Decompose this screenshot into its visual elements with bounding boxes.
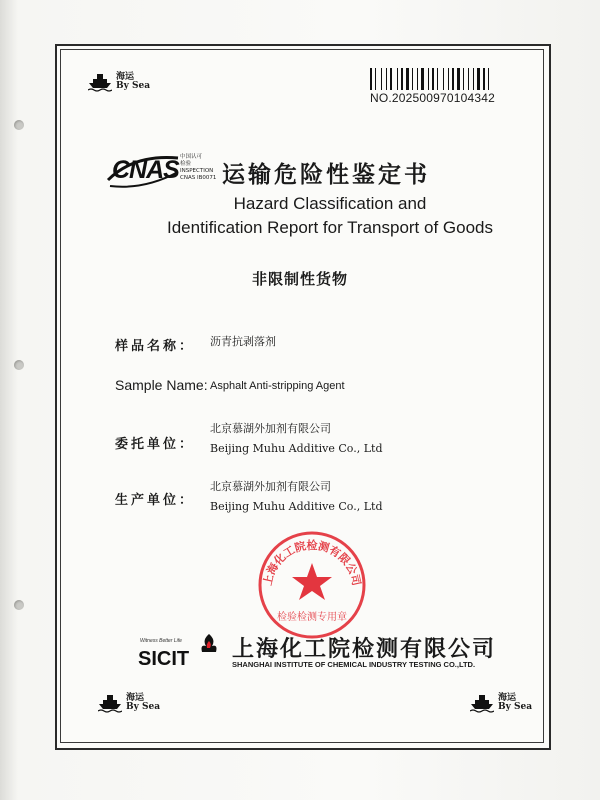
seal-center-text: 检验检测专用章 [277,612,347,623]
barcode-bar [473,68,474,90]
barcode-bar [383,68,385,90]
sample-name-en-value: Asphalt Anti-stripping Agent [210,380,345,392]
sicit-tagline: Witness Better Life [140,638,182,644]
barcode-bar [406,68,409,90]
cnas-accreditation-mark [104,150,224,194]
client-name-cn: 北京慕湖外加剂有限公司 [210,422,331,435]
barcode-bar [439,68,442,90]
client-label: 委托单位： [115,437,196,452]
barcode-bar [381,68,382,90]
manufacturer-name-en: Beijing Muhu Additive Co., Ltd [210,500,383,513]
ship-icon [98,693,122,713]
cnas-sub-line: CNAS IB0071 [180,174,217,181]
barcode-bar [414,68,416,90]
barcode-bar [419,68,420,90]
barcode-bar [437,68,438,90]
ship-icon [470,693,494,713]
barcode-bar [461,68,462,90]
barcode-bar [393,68,396,90]
barcode-bar [373,68,374,90]
barcode-bar [477,68,480,90]
by-sea-badge-bottom-right [470,693,532,713]
barcode [370,68,522,90]
client-name-en: Beijing Muhu Additive Co., Ltd [210,442,383,455]
barcode-bar [463,68,464,90]
barcode-bar [486,68,487,90]
barcode-bar [450,68,451,90]
sicit-flame-icon [198,632,220,654]
barcode-bar [412,68,413,90]
by-sea-en: By Sea [126,702,161,712]
barcode-bar [404,68,405,90]
barcode-bar [448,68,449,90]
seal-ring-text: 上海化工院检测有限公司 [261,539,363,587]
barcode-bar [421,68,424,90]
binding-hole [14,360,24,370]
by-sea-badge-top-left [88,72,150,92]
seal-star-icon [292,563,332,600]
by-sea-cn: 海运 [116,71,135,82]
by-sea-cn: 海运 [126,692,145,703]
cargo-category: 非限制性货物 [251,270,348,288]
barcode-bar [417,68,418,90]
barcode-bar [455,68,456,90]
title-chinese: 运输危险性鉴定书 [222,162,430,188]
barcode-bar [481,68,482,90]
title-english-line-1: Hazard Classification and [233,194,427,213]
barcode-bar [386,68,387,90]
barcode-bar [445,68,447,90]
barcode-bar [377,68,380,90]
barcode-bar [425,68,427,90]
by-sea-en: By Sea [116,81,151,91]
cnas-sub-line: 检验 [180,160,192,167]
barcode-bar [465,68,467,90]
binding-hole [14,120,24,130]
barcode-bar [401,68,403,90]
barcode-bar [399,68,400,90]
barcode-bar [375,68,376,90]
ship-icon [88,72,112,92]
barcode-bar [475,68,476,90]
barcode-bar [457,68,460,90]
barcode-bar [370,68,372,90]
by-sea-en: By Sea [498,702,533,712]
manufacturer-name-cn: 北京慕湖外加剂有限公司 [210,480,331,493]
cnas-word: CNAS [112,156,179,184]
barcode-bar [443,68,444,90]
sample-name-cn-label: 样品名称： [115,339,196,354]
sample-name-cn-value: 沥青抗剥落剂 [210,335,276,348]
barcode-bar [488,68,489,90]
by-sea-badge-bottom-left [98,693,160,713]
barcode-bar [435,68,436,90]
sample-name-en-label: Sample Name: [115,377,208,393]
barcode-bar [490,68,492,90]
barcode-bar [430,68,431,90]
barcode-bar [397,68,398,90]
sicit-logo: SICIT [138,648,190,670]
barcode-bar [388,68,389,90]
issuer-name-cn: 上海化工院检测有限公司 [232,637,497,662]
report-number: NO.202500970104342 [370,91,496,105]
barcode-bar [452,68,454,90]
cnas-subtext [180,154,216,182]
barcode-bar [483,68,485,90]
title-english-line-2: Identification Report for Transport of Goods [166,218,493,237]
barcode-bar [428,68,429,90]
cnas-sub-line: INSPECTION [180,167,214,174]
by-sea-cn: 海运 [498,692,517,703]
title-english [140,192,520,240]
barcode-bar [432,68,434,90]
barcode-bar [468,68,469,90]
barcode-bar [410,68,411,90]
barcode-bar [470,68,472,90]
binding-hole [14,600,24,610]
official-seal-stamp [257,530,367,640]
barcode-bar [390,68,392,90]
manufacturer-label: 生产单位： [115,493,196,508]
issuer-name-en: SHANGHAI INSTITUTE OF CHEMICAL INDUSTRY TESTING CO.,LTD. [232,660,476,669]
cnas-sub-line: 中国认可 [180,154,203,160]
